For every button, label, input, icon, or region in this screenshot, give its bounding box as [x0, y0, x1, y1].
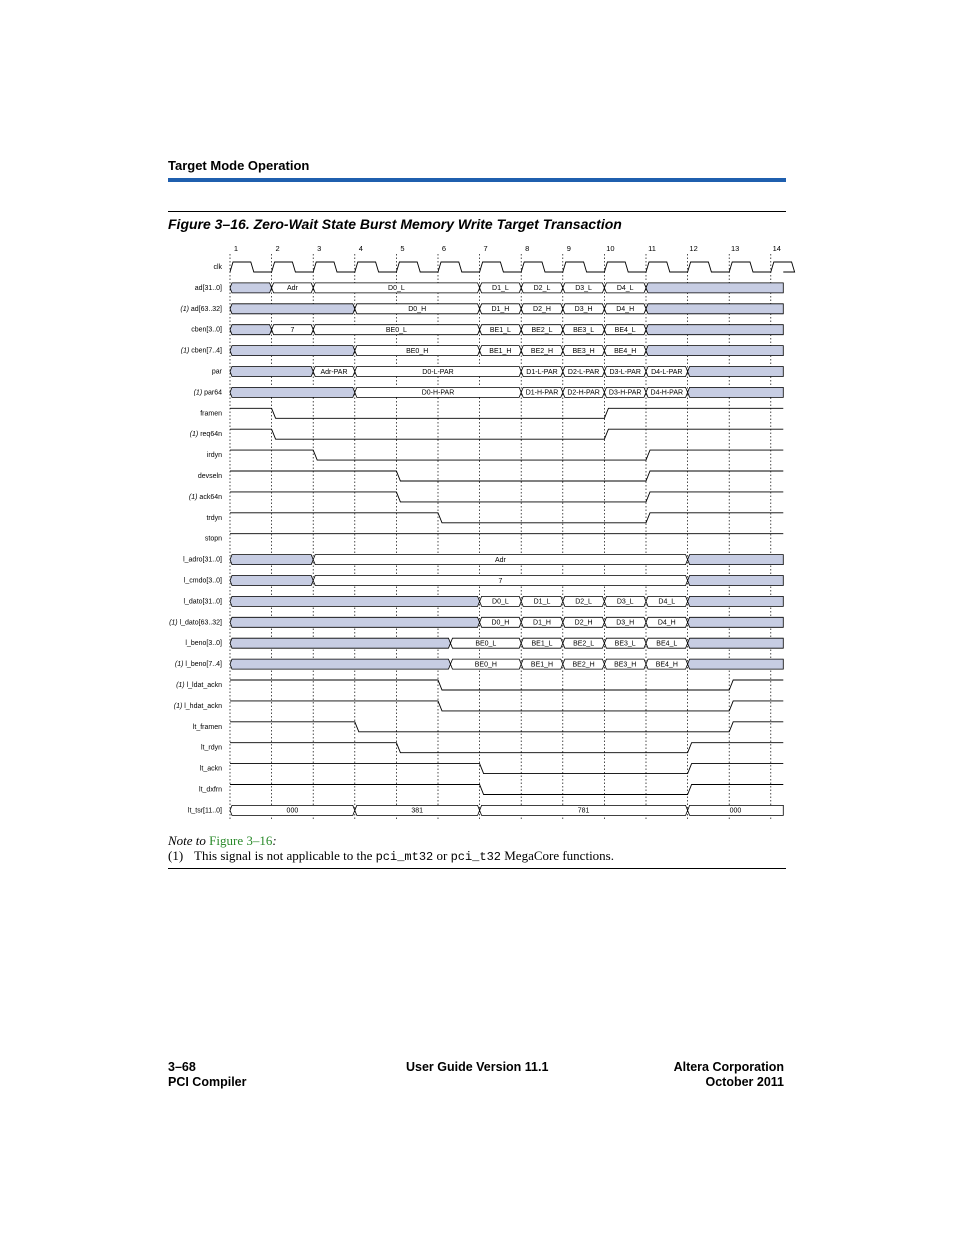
bus-value: D0_L [388, 285, 405, 293]
signal-name: l_beno[3..0] [185, 640, 222, 648]
bus-segment [646, 325, 783, 335]
note-code-2: pci_t32 [450, 850, 501, 864]
bus-value: D2_H [533, 306, 551, 314]
clock-number: 12 [689, 243, 698, 253]
bus-value: D4-H-PAR [650, 389, 684, 397]
signal-note-marker: (1) [180, 347, 192, 355]
figure-top-rule [168, 211, 786, 212]
bus-value: D3_H [616, 619, 635, 627]
signal-label [174, 703, 222, 710]
signal-name: lt_framen [192, 723, 222, 731]
signal-label [180, 306, 222, 313]
bus-value: BE2_L [573, 640, 595, 648]
signal-note-marker: (1) [188, 493, 200, 501]
signal-name: ad[63..32] [190, 305, 222, 313]
signal-label [206, 515, 222, 522]
signal-name: lt_tsr[11..0] [187, 807, 222, 815]
bus-value: BE4_L [614, 327, 636, 335]
bus-segment [230, 638, 450, 648]
bus-segment [688, 638, 784, 648]
bus-value: 000 [286, 807, 299, 815]
bus-value: D4-L-PAR [651, 368, 683, 376]
signal-name: l_dato[63..32] [179, 619, 222, 627]
bus-segment [230, 283, 272, 293]
bus-value: D0_H [408, 306, 427, 314]
footer-page: 3–68 [168, 1060, 196, 1074]
signal-name: irdyn [206, 451, 222, 459]
signal-label [185, 640, 222, 647]
clock-number: 9 [566, 243, 571, 253]
clock-number: 6 [441, 243, 447, 253]
signal-label [176, 682, 222, 689]
bus-value: D0-L-PAR [422, 368, 454, 376]
signal-name: cben[7..4] [191, 347, 222, 355]
timing-diagram [0, 240, 954, 830]
clock-number: 11 [648, 243, 656, 253]
note-text-middle: or [433, 848, 451, 863]
bus-value: D3_L [575, 285, 592, 293]
bus-value: D2_H [574, 619, 593, 627]
signal-waveform [230, 429, 783, 439]
bus-segment [230, 617, 480, 627]
bus-value: D3_H [574, 306, 593, 314]
bus-segment [230, 367, 313, 377]
signal-name: l_adro[31..0] [183, 556, 222, 564]
signal-name: lt_dxfrn [199, 786, 222, 794]
bus-value: BE3_H [614, 661, 637, 669]
bus-value: D3-L-PAR [609, 368, 641, 376]
signal-note-marker: (1) [173, 702, 185, 710]
signal-note-marker: (1) [169, 619, 180, 627]
signal-name: l_dato[31..0] [183, 598, 222, 606]
bus-value: D1-H-PAR [525, 389, 559, 397]
signal-label [188, 807, 222, 814]
signal-name: devseln [197, 472, 222, 480]
figure-note [168, 833, 277, 849]
signal-note-marker: (1) [174, 660, 186, 668]
bus-value: 7 [290, 327, 295, 335]
bus-value: BE0_H [406, 347, 429, 355]
bus-value: 000 [729, 807, 742, 815]
signal-label [184, 577, 222, 584]
bus-value: 7 [498, 577, 503, 585]
signal-note-marker: (1) [193, 389, 205, 397]
bus-value: D4_L [658, 598, 676, 606]
bus-segment [646, 346, 783, 356]
section-header: Target Mode Operation [168, 158, 310, 173]
bus-value: Adr [286, 285, 298, 293]
signal-label [190, 431, 222, 438]
signal-label [201, 745, 222, 752]
bus-segment [688, 576, 784, 586]
bus-value: BE3_H [572, 347, 595, 355]
signal-note-marker: (1) [189, 431, 201, 439]
signal-label [169, 619, 222, 626]
bus-value: 781 [577, 807, 590, 815]
bus-segment [230, 659, 450, 669]
signal-name: lt_rdyn [200, 744, 222, 752]
header-rule [168, 178, 786, 182]
signal-label [207, 452, 222, 459]
bus-segment [230, 596, 480, 606]
clock-number: 5 [400, 243, 405, 253]
bus-segment [688, 555, 784, 565]
signal-name: par [211, 368, 222, 376]
signal-label [195, 285, 222, 292]
bus-value: D4_H [657, 619, 676, 627]
bus-value: BE2_H [572, 661, 595, 669]
clock-number: 13 [731, 243, 740, 253]
bus-value: BE3_L [614, 640, 636, 648]
bus-value: D1_H [533, 619, 551, 627]
bus-value: D0_L [492, 598, 509, 606]
bus-value: BE1_L [489, 327, 511, 335]
signal-name: stopn [204, 535, 222, 543]
bus-value: D0-H-PAR [421, 389, 455, 397]
footer-version: User Guide Version 11.1 [406, 1060, 549, 1074]
note-item [168, 848, 614, 864]
bus-segment [230, 304, 355, 314]
bus-segment [688, 659, 784, 669]
note-figure-link[interactable]: Figure 3–16 [209, 833, 273, 848]
footer-date: October 2011 [705, 1075, 784, 1089]
bus-segment [688, 367, 784, 377]
footer-product: PCI Compiler [168, 1075, 247, 1089]
signal-name: trdyn [206, 514, 222, 522]
clock-number: 8 [525, 243, 530, 253]
clock-number: 7 [483, 243, 488, 253]
signal-label [205, 536, 222, 543]
signal-label [183, 556, 222, 563]
signal-note-marker: (1) [180, 305, 191, 313]
bus-value: D1_L [533, 598, 551, 606]
signal-label [189, 494, 222, 501]
bus-value: BE1_H [489, 347, 512, 355]
signal-label [213, 264, 222, 271]
signal-name: l_beno[7..4] [185, 660, 222, 668]
clock-number: 2 [275, 243, 280, 253]
figure-title: Figure 3–16. Zero-Wait State Burst Memory Write Target Transaction [168, 216, 622, 232]
bus-value: D2-L-PAR [567, 368, 600, 376]
signal-label [198, 473, 222, 480]
bus-value: D4_L [616, 285, 634, 293]
bus-value: BE4_H [614, 347, 637, 355]
bus-value: Adr-PAR [320, 368, 348, 376]
bus-value: D0_H [491, 619, 510, 627]
signal-note-marker: (1) [176, 681, 187, 689]
clock-number: 14 [772, 243, 781, 253]
signal-name: framen [200, 410, 222, 418]
bus-value: BE1_H [530, 661, 554, 669]
signal-name: ack64n [199, 493, 222, 501]
note-colon: : [272, 833, 277, 848]
clock-number: 4 [358, 243, 363, 253]
signal-waveform [230, 450, 783, 460]
bus-value: BE4_L [656, 640, 678, 648]
bus-value: Adr [494, 556, 506, 564]
bus-value: BE0_L [385, 327, 407, 335]
signal-name: par64 [204, 389, 222, 397]
note-number: (1) [168, 848, 184, 863]
note-code-1: pci_mt32 [375, 850, 434, 864]
bus-value: BE4_H [655, 661, 678, 669]
clock-number: 3 [317, 243, 322, 253]
signal-label [183, 598, 222, 605]
signal-name: lt_ackn [199, 765, 222, 773]
bus-segment [646, 304, 783, 314]
bus-segment [646, 283, 783, 293]
signal-name: clk [213, 263, 222, 271]
signal-label [181, 347, 222, 354]
signal-waveform [230, 408, 783, 418]
signal-label [193, 724, 222, 731]
bus-value: D2_L [533, 285, 551, 293]
clock-waveform [230, 262, 795, 272]
note-text-before: This signal is not applicable to the [194, 848, 376, 863]
signal-name: l_hdat_ackn [184, 702, 222, 710]
signal-name: ad[31..0] [194, 284, 222, 292]
bus-value: D3-H-PAR [608, 389, 642, 397]
note-title: Note to [168, 833, 210, 848]
bus-value: BE3_L [573, 327, 595, 335]
bus-segment [688, 387, 784, 397]
signal-label [191, 327, 222, 334]
bus-value: 381 [411, 807, 424, 815]
bus-value: BE0_H [474, 661, 497, 669]
bus-value: BE2_H [530, 347, 554, 355]
bus-segment [230, 325, 272, 335]
bus-segment [230, 555, 313, 565]
bus-value: BE2_L [531, 327, 553, 335]
signal-label [199, 786, 222, 793]
signal-label [200, 765, 222, 772]
bus-segment [688, 596, 784, 606]
bus-value: D3_L [616, 598, 634, 606]
clock-number: 1 [233, 243, 239, 253]
bus-value: D4_H [616, 306, 635, 314]
signal-name: req64n [200, 431, 222, 439]
bus-segment [230, 387, 355, 397]
bus-value: BE0_L [475, 640, 497, 648]
bus-segment [230, 346, 355, 356]
signal-label [200, 410, 222, 417]
bus-value: D2-H-PAR [567, 389, 600, 397]
bus-segment [230, 576, 313, 586]
bus-value: BE1_L [531, 640, 553, 648]
signal-label [194, 389, 223, 396]
note-text-after: MegaCore functions. [500, 848, 614, 863]
bus-value: D2_L [575, 598, 592, 606]
figure-bottom-rule [168, 868, 786, 869]
clock-number: 10 [606, 243, 615, 253]
signal-name: l_ldat_ackn [186, 681, 222, 689]
footer-company: Altera Corporation [673, 1060, 784, 1074]
bus-value: D1-L-PAR [526, 368, 558, 376]
signal-name: l_cmdo[3..0] [183, 577, 222, 585]
signal-label [175, 661, 222, 668]
signal-label [212, 368, 223, 375]
bus-segment [688, 617, 784, 627]
bus-value: D1_H [491, 306, 510, 314]
signal-name: cben[3..0] [191, 326, 222, 334]
bus-value: D1_L [492, 285, 509, 293]
